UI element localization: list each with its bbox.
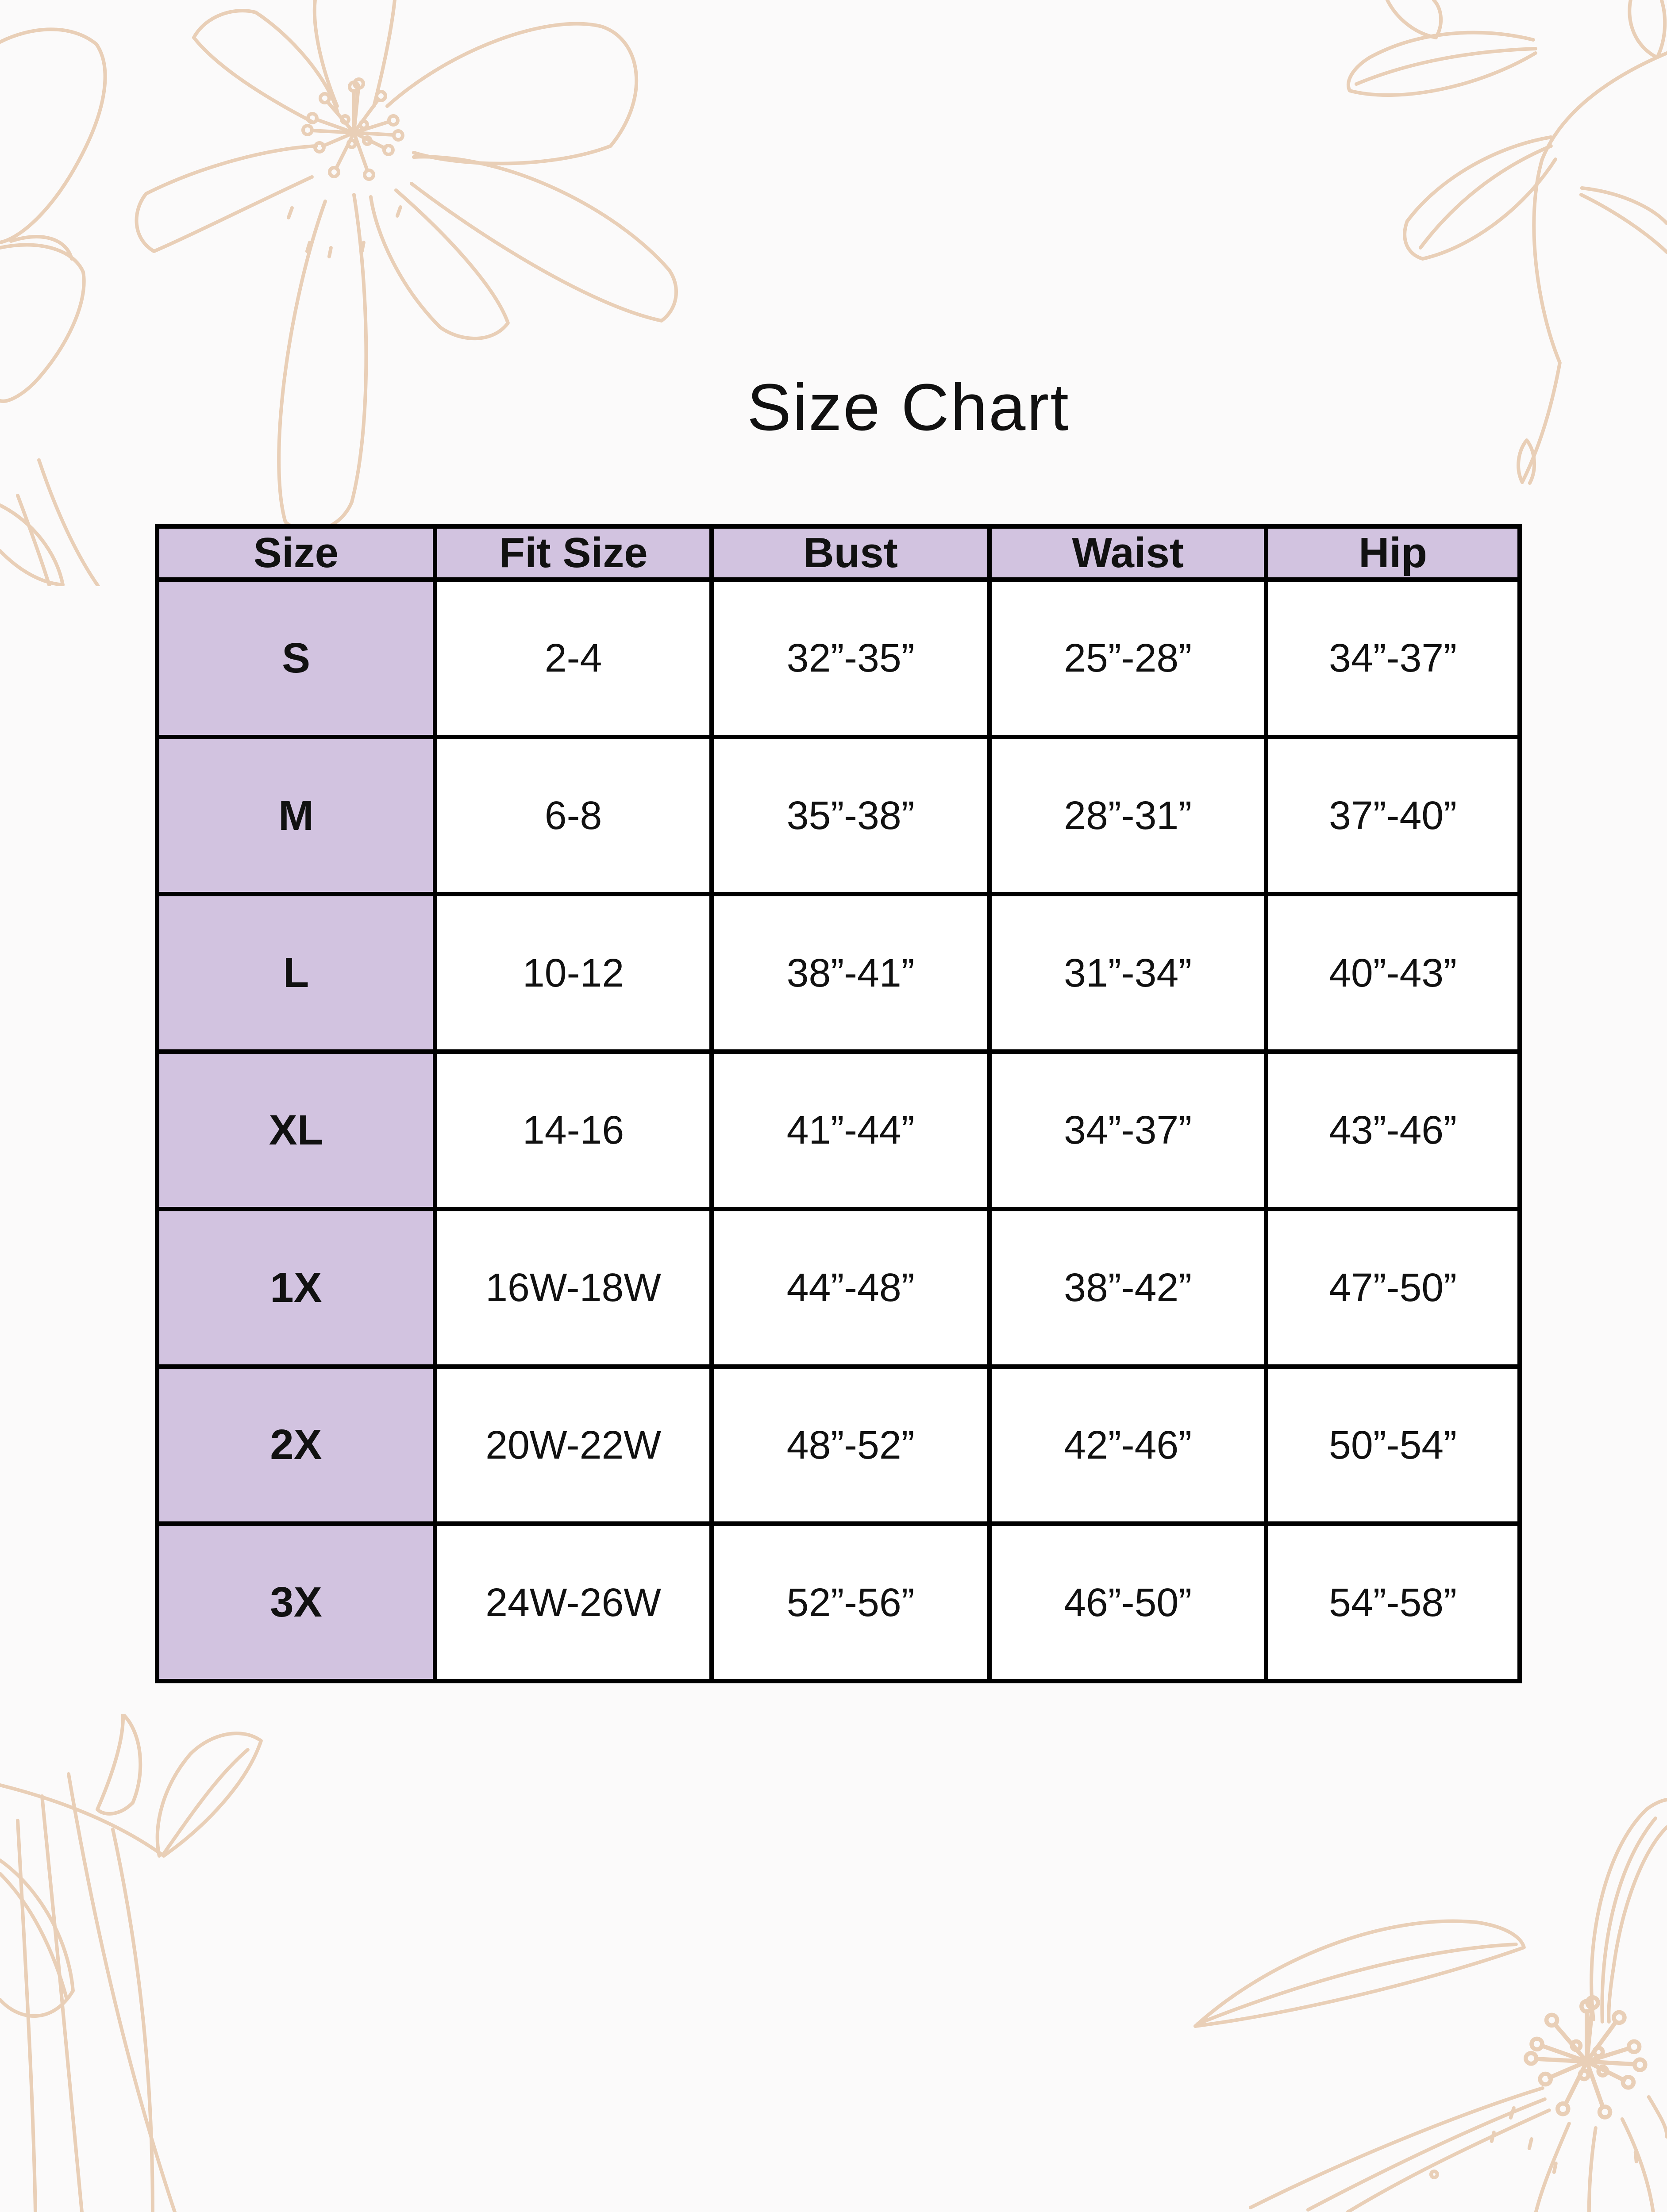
waist-cell: 28”-31” bbox=[989, 737, 1266, 895]
hip-cell: 47”-50” bbox=[1266, 1209, 1520, 1367]
waist-cell: 34”-37” bbox=[989, 1052, 1266, 1209]
bust-cell: 38”-41” bbox=[712, 894, 989, 1052]
bust-cell: 41”-44” bbox=[712, 1052, 989, 1209]
table-row bbox=[157, 1209, 1520, 1367]
page-title: Size Chart bbox=[747, 370, 1070, 445]
row-label: L bbox=[157, 894, 435, 1052]
bust-cell: 44”-48” bbox=[712, 1209, 989, 1367]
waist-cell: 38”-42” bbox=[989, 1209, 1266, 1367]
column-header-size: Size bbox=[157, 526, 435, 580]
table-row bbox=[157, 580, 1520, 737]
fit-size-cell: 20W-22W bbox=[435, 1367, 712, 1524]
size-chart-table bbox=[155, 524, 1522, 1683]
floral-line-art-top-left-icon bbox=[0, 0, 717, 586]
hip-cell: 54”-58” bbox=[1266, 1524, 1520, 1681]
table-row bbox=[157, 737, 1520, 895]
row-label: XL bbox=[157, 1052, 435, 1209]
table-row bbox=[157, 1052, 1520, 1209]
bust-cell: 32”-35” bbox=[712, 580, 989, 737]
column-header-bust: Bust bbox=[712, 526, 989, 580]
table-header-row bbox=[157, 526, 1520, 580]
hip-cell: 43”-46” bbox=[1266, 1052, 1520, 1209]
row-label: 3X bbox=[157, 1524, 435, 1681]
waist-cell: 46”-50” bbox=[989, 1524, 1266, 1681]
row-label: M bbox=[157, 737, 435, 895]
waist-cell: 42”-46” bbox=[989, 1367, 1266, 1524]
waist-cell: 31”-34” bbox=[989, 894, 1266, 1052]
row-label: 2X bbox=[157, 1367, 435, 1524]
row-label: S bbox=[157, 580, 435, 737]
waist-cell: 25”-28” bbox=[989, 580, 1266, 737]
column-header-waist: Waist bbox=[989, 526, 1266, 580]
column-header-fit-size: Fit Size bbox=[435, 526, 712, 580]
fit-size-cell: 10-12 bbox=[435, 894, 712, 1052]
floral-line-art-bottom-left-icon bbox=[0, 1714, 467, 2212]
table-row bbox=[157, 894, 1520, 1052]
fit-size-cell: 16W-18W bbox=[435, 1209, 712, 1367]
fit-size-cell: 6-8 bbox=[435, 737, 712, 895]
row-label: 1X bbox=[157, 1209, 435, 1367]
fit-size-cell: 24W-26W bbox=[435, 1524, 712, 1681]
floral-line-art-bottom-right-icon bbox=[1100, 1637, 1667, 2212]
fit-size-cell: 2-4 bbox=[435, 580, 712, 737]
hip-cell: 34”-37” bbox=[1266, 580, 1520, 737]
column-header-hip: Hip bbox=[1266, 526, 1520, 580]
bust-cell: 52”-56” bbox=[712, 1524, 989, 1681]
hip-cell: 40”-43” bbox=[1266, 894, 1520, 1052]
hip-cell: 50”-54” bbox=[1266, 1367, 1520, 1524]
fit-size-cell: 14-16 bbox=[435, 1052, 712, 1209]
table-row bbox=[157, 1367, 1520, 1524]
bust-cell: 48”-52” bbox=[712, 1367, 989, 1524]
hip-cell: 37”-40” bbox=[1266, 737, 1520, 895]
table-row bbox=[157, 1524, 1520, 1681]
bust-cell: 35”-38” bbox=[712, 737, 989, 895]
